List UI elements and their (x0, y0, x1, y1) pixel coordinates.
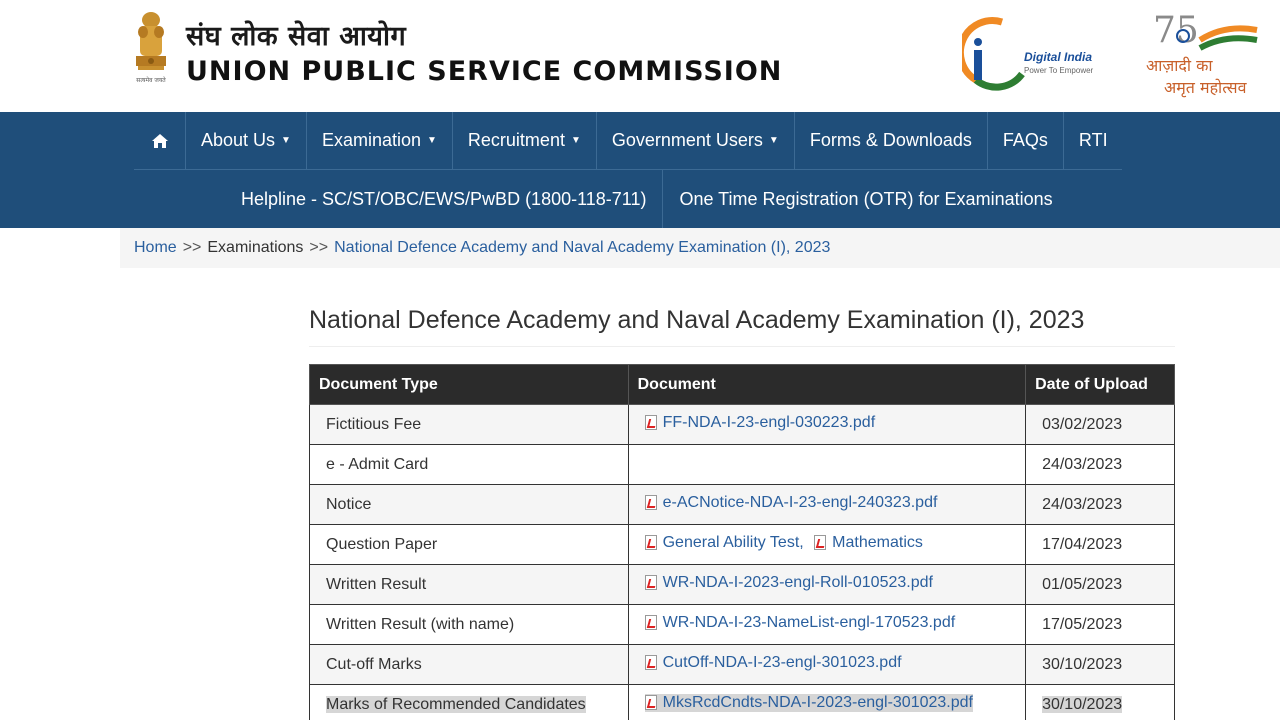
upload-date-cell: 17/05/2023 (1026, 605, 1175, 645)
upload-date-cell: 17/04/2023 (1026, 525, 1175, 565)
pdf-icon (645, 575, 657, 590)
upload-date-cell: 03/02/2023 (1026, 405, 1175, 445)
document-cell (628, 485, 1025, 525)
pdf-document-link[interactable]: Mathematics (814, 534, 923, 552)
nav-row-secondary (225, 170, 1069, 228)
document-type-cell: Cut-off Marks (310, 645, 629, 685)
english-site-title: UNION PUBLIC SERVICE COMMISSION (186, 56, 783, 87)
caret-down-icon: ▼ (281, 135, 291, 146)
table-header-row (310, 365, 1175, 405)
azadi-line2: अमृत महोत्सव (1164, 78, 1247, 97)
table-row (310, 605, 1175, 645)
upload-date-cell: 24/03/2023 (1026, 445, 1175, 485)
nav-examination[interactable]: Examination ▼ (307, 112, 453, 169)
column-header-date: Date of Upload (1026, 365, 1175, 405)
nav-rti[interactable]: RTI (1078, 130, 1108, 150)
hindi-site-title: संघ लोक सेवा आयोग (186, 21, 407, 52)
nav-faqs[interactable]: FAQs (988, 112, 1064, 169)
caret-down-icon: ▼ (570, 135, 581, 146)
breadcrumb-separator: >> (309, 239, 329, 256)
table-row (310, 645, 1175, 685)
caret-down-icon: ▼ (427, 135, 437, 146)
breadcrumb (120, 228, 1280, 268)
document-cell (628, 525, 1025, 565)
pdf-icon (645, 695, 657, 710)
document-cell (628, 605, 1025, 645)
table-row (310, 685, 1175, 720)
nav-home[interactable] (134, 112, 186, 169)
document-type-cell: Marks of Recommended Candidates (310, 685, 629, 720)
table-row (310, 445, 1175, 485)
azadi-number: 75 (1153, 10, 1199, 51)
page-title: National Defence Academy and Naval Academy Examination (I), 2023 (309, 306, 1085, 334)
pdf-document-link[interactable]: General Ability Test, (645, 534, 804, 552)
column-header-document-type: Document Type (310, 365, 629, 405)
document-type-cell: Fictitious Fee (310, 405, 629, 445)
caret-down-icon: ▼ (768, 135, 779, 146)
document-type-cell: Written Result (310, 565, 629, 605)
digital-india-tagline: Power To Empower (1024, 66, 1094, 75)
upload-date-cell: 30/10/2023 (1026, 685, 1175, 720)
column-header-document: Document (628, 365, 1025, 405)
nav-about-us[interactable]: About Us ▼ (186, 112, 307, 169)
nav-helpline[interactable]: Helpline - SC/ST/OBC/EWS/PwBD (1800-118-711) (225, 170, 663, 228)
document-type-cell: e - Admit Card (310, 445, 629, 485)
pdf-icon (645, 655, 657, 670)
breadcrumb-current[interactable]: National Defence Academy and Naval Academy Examination (I), 2023 (334, 239, 831, 256)
document-cell (628, 685, 1025, 720)
pdf-icon (645, 535, 657, 550)
title-divider (309, 346, 1175, 347)
upload-date-cell: 24/03/2023 (1026, 485, 1175, 525)
table-row (310, 525, 1175, 565)
table-row (310, 485, 1175, 525)
pdf-icon (645, 495, 657, 510)
nav-recruitment[interactable]: Recruitment ▼ (453, 112, 597, 169)
pdf-document-link[interactable]: WR-NDA-I-2023-engl-Roll-010523.pdf (645, 574, 933, 592)
main-navbar (0, 112, 1280, 228)
pdf-document-link[interactable]: FF-NDA-I-23-engl-030223.pdf (645, 414, 876, 432)
site-header (0, 0, 1280, 112)
breadcrumb-examinations: Examinations (207, 239, 304, 256)
azadi-line1: आज़ादी का (1146, 56, 1213, 75)
document-type-cell: Written Result (with name) (310, 605, 629, 645)
pdf-document-link[interactable]: MksRcdCndts-NDA-I-2023-engl-301023.pdf (645, 694, 973, 712)
national-emblem-icon[interactable] (128, 10, 174, 86)
nav-forms-downloads[interactable]: Forms & Downloads (795, 112, 988, 169)
table-row (310, 405, 1175, 445)
digital-india-name: Digital India (1024, 50, 1093, 64)
document-type-cell: Notice (310, 485, 629, 525)
pdf-document-link[interactable]: e-ACNotice-NDA-I-23-engl-240323.pdf (645, 494, 938, 512)
emblem-caption: सत्यमेव जयते (136, 77, 166, 84)
nav-row-primary (134, 112, 1123, 169)
pdf-document-link[interactable]: WR-NDA-I-23-NameList-engl-170523.pdf (645, 614, 956, 632)
table-row (310, 565, 1175, 605)
pdf-document-link[interactable]: CutOff-NDA-I-23-engl-301023.pdf (645, 654, 902, 672)
upload-date-cell: 30/10/2023 (1026, 645, 1175, 685)
document-type-cell: Question Paper (310, 525, 629, 565)
document-cell (628, 645, 1025, 685)
documents-table (309, 364, 1175, 720)
upload-date-cell: 01/05/2023 (1026, 565, 1175, 605)
pdf-icon (814, 535, 826, 550)
pdf-icon (645, 415, 657, 430)
nav-otr[interactable]: One Time Registration (OTR) for Examinations (679, 188, 1053, 209)
nav-government-users[interactable]: Government Users ▼ (597, 112, 795, 169)
document-cell (628, 445, 1025, 485)
home-icon (151, 133, 169, 149)
document-cell (628, 565, 1025, 605)
pdf-icon (645, 615, 657, 630)
document-cell (628, 405, 1025, 445)
breadcrumb-separator: >> (182, 239, 202, 256)
breadcrumb-home[interactable]: Home (134, 239, 177, 256)
